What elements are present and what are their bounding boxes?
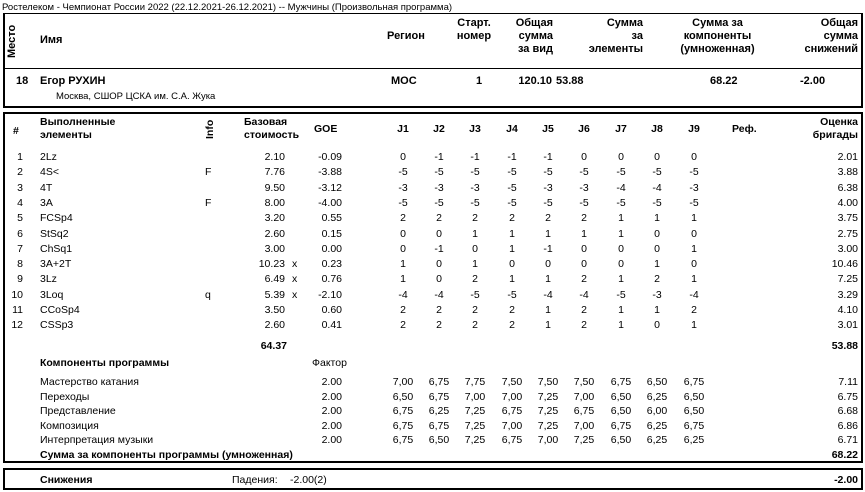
judge-mark: -1 — [434, 151, 444, 163]
judge-mark: 6,00 — [646, 405, 668, 418]
element-score: 3.00 — [837, 242, 858, 255]
judge-mark: 0 — [581, 258, 587, 271]
judge-mark: 1 — [618, 227, 624, 240]
judge-mark: -5 — [616, 196, 626, 209]
skater-club: Москва, СШОР ЦСКА им. С.А. Жука — [56, 91, 216, 102]
judge-mark: 0 — [618, 151, 624, 163]
judge-mark: -4 — [543, 288, 553, 301]
judge-mark: 6,75 — [683, 376, 705, 388]
component-factor: 2.00 — [321, 376, 342, 388]
judge-mark: 1 — [472, 227, 478, 240]
judge-mark: -3 — [434, 181, 444, 194]
element-row — [0, 242, 865, 257]
judge-mark: -4 — [579, 288, 589, 301]
element-row — [0, 227, 865, 242]
judge-mark: 1 — [400, 273, 406, 286]
judge-mark: -3 — [398, 181, 408, 194]
element-goe: -3.88 — [318, 166, 342, 179]
judge-mark: 0 — [581, 151, 587, 163]
judge-mark: 1 — [691, 273, 697, 286]
element-no: 6 — [17, 227, 23, 240]
judge-mark: 2 — [472, 304, 478, 316]
element-name: 3A+2T — [40, 258, 72, 271]
judge-mark: -3 — [579, 181, 589, 194]
judge-mark: 0 — [618, 242, 624, 255]
judge-header: J1 — [397, 123, 409, 135]
judge-mark: 7,00 — [573, 419, 595, 432]
judge-mark: -5 — [616, 288, 626, 301]
judge-mark: -5 — [543, 196, 553, 209]
judge-mark: -5 — [507, 196, 517, 209]
element-score: 3.29 — [837, 288, 858, 301]
judge-mark: 0 — [436, 273, 442, 286]
judge-mark: 7,50 — [501, 376, 523, 388]
element-score: 4.10 — [837, 304, 858, 316]
judge-mark: 6,75 — [501, 405, 523, 418]
component-name: Представление — [40, 405, 116, 418]
judge-mark: 0 — [400, 242, 406, 255]
component-score: 6.75 — [837, 390, 858, 403]
goe-header: GOE — [314, 123, 338, 135]
judge-mark: 7,50 — [573, 376, 595, 388]
info-header: Info — [204, 119, 216, 139]
judge-mark: 1 — [400, 258, 406, 271]
element-goe: -4.00 — [318, 196, 342, 209]
judge-mark: 7,00 — [501, 419, 523, 432]
component-row — [0, 390, 865, 405]
judge-mark: 1 — [618, 319, 624, 332]
element-no: 12 — [11, 319, 23, 332]
component-factor: 2.00 — [321, 419, 342, 432]
element-goe: -0.09 — [318, 151, 342, 163]
component-factor: 2.00 — [321, 434, 342, 447]
judge-mark: 1 — [618, 273, 624, 286]
skater-deductions: -2.00 — [800, 75, 826, 87]
judge-header: J5 — [542, 123, 554, 135]
judge-mark: -3 — [652, 288, 662, 301]
judge-mark: 7,50 — [537, 376, 559, 388]
deductions-frame — [3, 468, 863, 490]
judge-mark: 2 — [654, 273, 660, 286]
component-row — [0, 419, 865, 434]
judge-mark: -4 — [652, 181, 662, 194]
element-row — [0, 303, 865, 318]
judge-mark: 6,50 — [646, 376, 668, 388]
judge-mark: 6,75 — [392, 419, 414, 432]
skater-rank: 18 — [16, 75, 29, 87]
judge-mark: 0 — [436, 227, 442, 240]
judge-mark: -3 — [470, 181, 480, 194]
element-row — [0, 318, 865, 333]
judge-mark: 6,75 — [392, 405, 414, 418]
element-base: 10.23 — [258, 258, 285, 271]
element-no: 1 — [17, 151, 23, 163]
judge-mark: 6,75 — [573, 405, 595, 418]
elements-sum-header: Сумма за элементы — [588, 17, 643, 55]
judge-mark: -5 — [689, 166, 699, 179]
element-name: 4T — [40, 181, 53, 194]
element-no: 9 — [17, 273, 23, 286]
skater-pcs: 68.22 — [710, 75, 738, 87]
element-goe: 0.23 — [321, 258, 342, 271]
judge-mark: 7,00 — [392, 376, 414, 388]
judge-mark: 2 — [436, 212, 442, 225]
judge-mark: 0 — [472, 242, 478, 255]
falls-label: Падения: — [232, 474, 278, 486]
judge-mark: 0 — [509, 258, 515, 271]
component-factor: 2.00 — [321, 405, 342, 418]
judge-mark: -5 — [398, 196, 408, 209]
element-score: 2.75 — [837, 227, 858, 240]
judge-mark: 1 — [545, 273, 551, 286]
judge-mark: 7,25 — [573, 434, 595, 447]
score-header: Оценка бригады — [812, 116, 858, 141]
judge-mark: 7,25 — [464, 419, 486, 432]
judge-mark: -5 — [434, 196, 444, 209]
judge-mark: 0 — [691, 151, 697, 163]
judge-header: J7 — [615, 123, 627, 135]
element-base: 5.39 — [264, 288, 285, 301]
start-no-header: Старт. номер — [456, 17, 492, 42]
element-goe: 0.15 — [321, 227, 342, 240]
judge-mark: 2 — [400, 212, 406, 225]
element-name: 3Loq — [40, 288, 64, 301]
component-row — [0, 433, 865, 448]
base-header: Базовая стоимость — [244, 116, 300, 141]
deductions-header: Общая сумма снижений — [804, 17, 858, 55]
judge-mark: 0 — [545, 258, 551, 271]
judge-mark: -4 — [434, 288, 444, 301]
element-no: 11 — [12, 304, 23, 316]
judge-mark: 1 — [691, 212, 697, 225]
judge-mark: -4 — [398, 288, 408, 301]
judge-mark: -1 — [507, 151, 517, 163]
element-name: 4S< — [40, 166, 59, 179]
skater-start-no: 1 — [476, 75, 483, 87]
element-goe: 0.60 — [321, 304, 342, 316]
judge-mark: 6,50 — [392, 390, 414, 403]
component-name: Переходы — [40, 390, 90, 403]
judge-mark: -5 — [616, 166, 626, 179]
element-row — [0, 211, 865, 226]
judge-mark: 6,25 — [646, 434, 668, 447]
judge-mark: 0 — [400, 151, 406, 163]
judge-mark: 6,75 — [501, 434, 523, 447]
deductions-total: -2.00 — [834, 474, 858, 486]
judge-mark: -5 — [543, 166, 553, 179]
judge-mark: 7,00 — [573, 390, 595, 403]
element-base: 3.00 — [264, 242, 285, 255]
element-bonus-mark: x — [292, 288, 298, 301]
element-score: 6.38 — [837, 181, 858, 194]
element-row — [0, 257, 865, 272]
element-base: 7.76 — [264, 166, 285, 179]
element-no: 3 — [17, 181, 23, 194]
element-goe: 0.55 — [321, 212, 342, 225]
element-base: 3.20 — [264, 212, 285, 225]
element-name: FCSp4 — [40, 212, 73, 225]
element-row — [0, 181, 865, 196]
factor-header: Фактор — [312, 357, 347, 369]
judge-mark: 2 — [400, 319, 406, 332]
judge-mark: 1 — [472, 258, 478, 271]
element-score: 7.25 — [837, 273, 858, 286]
component-name: Мастерство катания — [40, 376, 139, 388]
judge-mark: 0 — [654, 242, 660, 255]
judge-mark: 2 — [436, 319, 442, 332]
judge-header: J3 — [469, 123, 481, 135]
judge-mark: 7,00 — [464, 390, 486, 403]
judge-header: J9 — [688, 123, 700, 135]
judge-mark: 2 — [472, 319, 478, 332]
judge-mark: 0 — [581, 242, 587, 255]
component-factor: 2.00 — [321, 390, 342, 403]
judge-mark: -5 — [507, 181, 517, 194]
judge-mark: -5 — [507, 288, 517, 301]
judge-mark: -1 — [543, 151, 553, 163]
judge-mark: -5 — [470, 288, 480, 301]
judge-mark: 6,75 — [610, 376, 632, 388]
element-info: q — [205, 288, 211, 301]
judge-mark: 1 — [581, 227, 587, 240]
judge-mark: 1 — [654, 304, 660, 316]
components-title: Компоненты программы — [40, 357, 170, 369]
judge-mark: 1 — [509, 227, 515, 240]
judge-mark: 6,75 — [428, 419, 450, 432]
judge-mark: 0 — [654, 151, 660, 163]
judge-mark: -5 — [579, 166, 589, 179]
element-name: 3Lz — [40, 273, 57, 286]
ref-header: Реф. — [732, 123, 757, 135]
judge-mark: 7,00 — [537, 434, 559, 447]
component-score: 6.86 — [837, 419, 858, 432]
element-row — [0, 196, 865, 211]
element-no: 4 — [17, 196, 23, 209]
judge-mark: 6,50 — [610, 434, 632, 447]
judge-mark: 7,25 — [537, 405, 559, 418]
judge-mark: 6,25 — [428, 405, 450, 418]
judge-mark: 1 — [618, 212, 624, 225]
judge-mark: -5 — [398, 166, 408, 179]
judge-mark: 2 — [509, 304, 515, 316]
judge-mark: -3 — [543, 181, 553, 194]
judge-mark: 0 — [691, 227, 697, 240]
tes-total: 53.88 — [831, 340, 858, 352]
components-total-value: 68.22 — [831, 449, 858, 461]
event-title: Ростелеком - Чемпионат России 2022 (22.12.2021-26.12.2021) -- Мужчины (Произвольная программа) — [2, 2, 453, 13]
element-row — [0, 288, 865, 303]
judge-mark: -5 — [652, 196, 662, 209]
judge-mark: 1 — [654, 258, 660, 271]
element-base: 3.50 — [264, 304, 285, 316]
judge-mark: 6,75 — [428, 390, 450, 403]
judge-mark: 6,50 — [683, 405, 705, 418]
judge-mark: 6,75 — [428, 376, 450, 388]
judge-mark: 1 — [691, 319, 697, 332]
element-name: ChSq1 — [40, 242, 73, 255]
element-bonus-mark: x — [292, 258, 298, 271]
element-goe: -2.10 — [318, 288, 342, 301]
skater-region: MOC — [391, 75, 417, 87]
skater-name: Егор РУХИН — [40, 75, 106, 87]
judge-mark: 0 — [618, 258, 624, 271]
judge-mark: 6,50 — [610, 390, 632, 403]
judge-mark: 7,25 — [537, 390, 559, 403]
element-goe: 0.41 — [321, 319, 342, 332]
judge-mark: 2 — [581, 212, 587, 225]
judge-mark: 6,25 — [646, 390, 668, 403]
element-no: 7 — [17, 242, 23, 255]
judge-mark: -4 — [616, 181, 626, 194]
judge-header: J4 — [506, 123, 518, 135]
judge-mark: -5 — [507, 166, 517, 179]
component-score: 6.71 — [837, 434, 858, 447]
judge-mark: 2 — [691, 304, 697, 316]
element-row — [0, 150, 865, 165]
judge-mark: 6,25 — [646, 419, 668, 432]
element-goe: -3.12 — [318, 181, 342, 194]
element-name: 3A — [40, 196, 53, 209]
judge-mark: 1 — [618, 304, 624, 316]
judge-mark: 0 — [691, 258, 697, 271]
elements-header: Выполненные элементы — [40, 116, 116, 141]
element-score: 2.01 — [837, 151, 858, 163]
element-base: 9.50 — [264, 181, 285, 194]
judge-mark: -5 — [579, 196, 589, 209]
header-divider — [5, 68, 862, 69]
component-score: 6.68 — [837, 405, 858, 418]
judge-mark: 6,75 — [392, 434, 414, 447]
judge-mark: 1 — [545, 304, 551, 316]
element-no: 5 — [17, 212, 23, 225]
judge-mark: 1 — [545, 227, 551, 240]
element-row — [0, 272, 865, 287]
judge-header: J6 — [578, 123, 590, 135]
skater-tes: 53.88 — [556, 75, 584, 87]
element-no: 2 — [17, 166, 23, 179]
judge-mark: 2 — [436, 304, 442, 316]
component-row — [0, 404, 865, 419]
judge-mark: 6,50 — [683, 390, 705, 403]
judge-mark: 2 — [509, 212, 515, 225]
judge-mark: 2 — [509, 319, 515, 332]
judge-mark: 1 — [654, 212, 660, 225]
component-row — [0, 375, 865, 390]
judge-mark: 2 — [400, 304, 406, 316]
element-no: 10 — [11, 288, 23, 301]
element-score: 4.00 — [837, 196, 858, 209]
judge-mark: -5 — [470, 166, 480, 179]
judge-mark: 1 — [545, 319, 551, 332]
judge-mark: 7,75 — [464, 376, 486, 388]
judge-mark: 1 — [509, 242, 515, 255]
deductions-label: Снижения — [40, 474, 93, 486]
judge-mark: -1 — [543, 242, 553, 255]
element-name: CCoSp4 — [40, 304, 80, 316]
element-score: 3.01 — [837, 319, 858, 332]
judge-mark: 7,00 — [501, 390, 523, 403]
judge-mark: 0 — [436, 258, 442, 271]
judge-mark: -5 — [652, 166, 662, 179]
element-base: 2.60 — [264, 319, 285, 332]
judge-mark: 0 — [654, 319, 660, 332]
components-total-label: Сумма за компоненты программы (умноженная) — [40, 449, 293, 461]
base-total: 64.37 — [260, 340, 287, 352]
element-base: 8.00 — [264, 196, 285, 209]
judge-mark: -5 — [689, 196, 699, 209]
judge-mark: 6,75 — [683, 419, 705, 432]
judge-mark: -3 — [689, 181, 699, 194]
judge-mark: 0 — [654, 227, 660, 240]
falls-value: -2.00(2) — [290, 474, 327, 486]
judge-mark: 6,50 — [610, 405, 632, 418]
judge-mark: 7,25 — [464, 405, 486, 418]
judge-mark: 6,75 — [610, 419, 632, 432]
judge-mark: 2 — [581, 319, 587, 332]
judge-mark: -1 — [434, 242, 444, 255]
place-header: Место — [6, 24, 18, 58]
component-name: Интерпретация музыки — [40, 434, 154, 447]
judge-mark: 2 — [581, 273, 587, 286]
element-score: 3.88 — [837, 166, 858, 179]
judge-mark: -5 — [434, 166, 444, 179]
element-goe: 0.00 — [321, 242, 342, 255]
element-goe: 0.76 — [321, 273, 342, 286]
judge-mark: 1 — [509, 273, 515, 286]
element-bonus-mark: x — [292, 273, 298, 286]
judge-mark: 2 — [581, 304, 587, 316]
name-header: Имя — [40, 34, 63, 46]
judge-mark: 1 — [691, 242, 697, 255]
component-name: Композиция — [40, 419, 99, 432]
element-name: StSq2 — [40, 227, 69, 240]
element-no: 8 — [17, 258, 23, 271]
element-row — [0, 165, 865, 180]
element-info: F — [205, 196, 212, 209]
judge-mark: 0 — [400, 227, 406, 240]
judge-mark: 2 — [545, 212, 551, 225]
judge-mark: 6,50 — [428, 434, 450, 447]
element-info: F — [205, 166, 212, 179]
judge-mark: 6,25 — [683, 434, 705, 447]
component-score: 7.11 — [838, 376, 858, 388]
element-name: 2Lz — [40, 151, 57, 163]
judge-mark: -1 — [470, 151, 480, 163]
components-sum-header: Сумма за компоненты (умноженная) — [680, 17, 755, 55]
judge-mark: 7,25 — [464, 434, 486, 447]
element-name: CSSp3 — [40, 319, 74, 332]
skater-total: 120.10 — [518, 75, 552, 87]
judge-mark: 2 — [472, 212, 478, 225]
element-base: 2.10 — [264, 151, 285, 163]
element-score: 3.75 — [837, 212, 858, 225]
judge-mark: -5 — [470, 196, 480, 209]
judge-mark: 2 — [472, 273, 478, 286]
judge-mark: -4 — [689, 288, 699, 301]
element-base: 2.60 — [264, 227, 285, 240]
element-base: 6.49 — [264, 273, 285, 286]
element-score: 10.46 — [831, 258, 858, 271]
total-header: Общая сумма за вид — [515, 17, 553, 55]
judge-header: J8 — [651, 123, 663, 135]
region-header: Регион — [387, 30, 425, 42]
judge-header: J2 — [433, 123, 445, 135]
no-header: # — [13, 125, 19, 137]
judge-mark: 7,25 — [537, 419, 559, 432]
